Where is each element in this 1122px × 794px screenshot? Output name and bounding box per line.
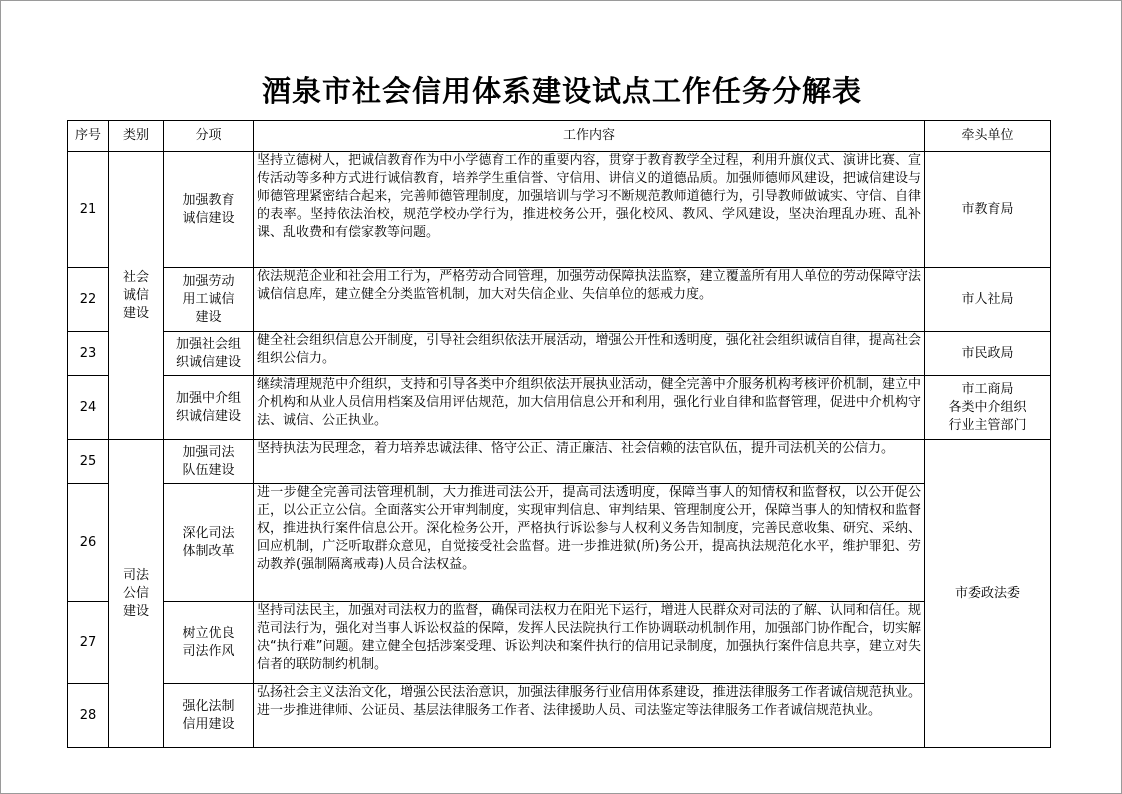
header-category: 类别 bbox=[109, 121, 164, 152]
table-row bbox=[68, 332, 1051, 376]
table-row bbox=[68, 376, 1051, 440]
sub-item: 树立优良 司法作风 bbox=[164, 602, 254, 684]
row-no: 22 bbox=[68, 268, 109, 332]
row-no: 24 bbox=[68, 376, 109, 440]
row-no: 26 bbox=[68, 484, 109, 602]
row-no: 28 bbox=[68, 684, 109, 748]
row-no: 23 bbox=[68, 332, 109, 376]
category-cell: 司法 公信 建设 bbox=[109, 440, 164, 748]
document-title: 酒泉市社会信用体系建设试点工作任务分解表 bbox=[261, 74, 862, 108]
work-content: 弘扬社会主义法治文化，增强公民法治意识，加强法律服务行业信用体系建设，推进法律服务工作者诚信规范执业。进一步推进律师、公证员、基层法律服务工作者、法律援助人员、司法鉴定等法律服务工作者诚信规范执业。 bbox=[254, 684, 925, 748]
sub-item: 深化司法 体制改革 bbox=[164, 484, 254, 602]
sub-item: 加强社会组 织诚信建设 bbox=[164, 332, 254, 376]
header-lead: 牵头单位 bbox=[925, 121, 1051, 152]
sub-item: 强化法制 信用建设 bbox=[164, 684, 254, 748]
category-cell: 社会 诚信 建设 bbox=[109, 152, 164, 440]
header-no: 序号 bbox=[68, 121, 109, 152]
work-content: 进一步健全完善司法管理机制，大力推进司法公开，提高司法透明度，保障当事人的知情权和监督权，以公开促公正，以公正立公信。全面落实公开审判制度，实现审判信息、审判结果、管理制度公开，保障当事人的知情权和监督权，推进执行案件信息公开。深化检务公开，严格执行诉讼参与人权利义务告知制度，完善民意收集、研究、采纳、回应机制，广泛听取群众意见，自觉接受社会监督。进一步推进狱(所)务公开，提高执法规范化水平，维护罪犯、劳动教养(强制隔离戒毒)人员合法权益。 bbox=[254, 484, 925, 602]
lead-unit: 市委政法委 bbox=[925, 440, 1051, 748]
header-sub: 分项 bbox=[164, 121, 254, 152]
table-row bbox=[68, 602, 1051, 684]
work-content: 坚持司法民主，加强对司法权力的监督，确保司法权力在阳光下运行，增进人民群众对司法的了解、认同和信任。规范司法行为，强化对当事人诉讼权益的保障，发挥人民法院执行工作协调联动机制作用，加强部门协作配合，切实解决“执行难”问题。建立健全包括涉案受理、诉讼判决和案件执行的信用记录制度，加强执行案件信息共享，建立对失信者的联防制约机制。 bbox=[254, 602, 925, 684]
work-content: 坚持立德树人，把诚信教育作为中小学德育工作的重要内容，贯穿于教育教学全过程，利用升旗仪式、演讲比赛、宣传活动等多种方式进行诚信教育，培养学生重信誉、守信用、讲信义的道德品质。加强师德师风建设，把诚信建设与师德管理紧密结合起来，完善师德管理制度，加强培训与学习不断规范教师道德行为，引导教师做诚实、守信、自律的表率。坚持依法治校，规范学校办学行为，推进校务公开，强化校风、教风、学风建设，坚决治理乱办班、乱补课、乱收费和有偿家教等问题。 bbox=[254, 152, 925, 268]
work-content: 健全社会组织信息公开制度，引导社会组织依法开展活动，增强公开性和透明度，强化社会组织诚信自律，提高社会组织公信力。 bbox=[254, 332, 925, 376]
row-no: 27 bbox=[68, 602, 109, 684]
work-content: 依法规范企业和社会用工行为，严格劳动合同管理，加强劳动保障执法监察，建立覆盖所有用人单位的劳动保障守法诚信信息库，建立健全分类监管机制，加大对失信企业、失信单位的惩戒力度。 bbox=[254, 268, 925, 332]
sub-item: 加强劳动 用工诚信 建设 bbox=[164, 268, 254, 332]
table-header-row bbox=[68, 121, 1051, 152]
row-no: 21 bbox=[68, 152, 109, 268]
lead-unit: 市教育局 bbox=[925, 152, 1051, 268]
table-row bbox=[68, 152, 1051, 268]
lead-unit: 市人社局 bbox=[925, 268, 1051, 332]
table-row bbox=[68, 484, 1051, 602]
table-row bbox=[68, 440, 1051, 484]
table-row bbox=[68, 268, 1051, 332]
sub-item: 加强中介组 织诚信建设 bbox=[164, 376, 254, 440]
header-content: 工作内容 bbox=[254, 121, 925, 152]
work-content: 继续清理规范中介组织，支持和引导各类中介组织依法开展执业活动，健全完善中介服务机构考核评价机制，建立中介机构和从业人员信用档案及信用评估规范，加大信用信息公开和利用，强化行业自律和监督管理，促进中介机构守法、诚信、公正执业。 bbox=[254, 376, 925, 440]
lead-unit: 市工商局 各类中介组织 行业主管部门 bbox=[925, 376, 1051, 440]
table-row bbox=[68, 684, 1051, 748]
task-table bbox=[67, 120, 1051, 748]
sub-item: 加强教育 诚信建设 bbox=[164, 152, 254, 268]
lead-unit: 市民政局 bbox=[925, 332, 1051, 376]
row-no: 25 bbox=[68, 440, 109, 484]
work-content: 坚持执法为民理念，着力培养忠诚法律、恪守公正、清正廉洁、社会信赖的法官队伍，提升司法机关的公信力。 bbox=[254, 440, 925, 484]
sub-item: 加强司法 队伍建设 bbox=[164, 440, 254, 484]
